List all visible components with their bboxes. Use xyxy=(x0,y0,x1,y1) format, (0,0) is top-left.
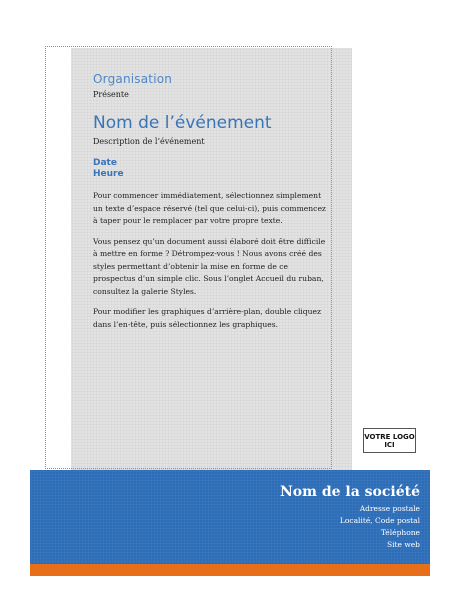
logo-text-line1: VOTRE LOGO xyxy=(364,432,415,441)
presents-text[interactable]: Présente xyxy=(93,90,129,99)
body-paragraph[interactable]: Vous pensez qu’un document aussi élaboré doit être difficile à mettre en forme ? Détrompez-vous ! Nous avons créé des styles permettant d’obtenir la mise en forme de ce prospectus d’un simple clic. Sous l’onglet Accueil du ruban, consultez la galerie Styles. xyxy=(93,236,326,296)
event-description[interactable]: Description de l’événement xyxy=(93,137,205,146)
company-website[interactable]: Site web xyxy=(386,540,420,549)
company-address[interactable]: Adresse postale xyxy=(359,504,420,513)
body-paragraph[interactable]: Pour modifier les graphiques d’arrière-plan, double cliquez dans l’en-tête, puis sélectionnez les graphiques. xyxy=(93,307,322,329)
company-name[interactable]: Nom de la société xyxy=(280,484,420,500)
logo-text-line2: ICI xyxy=(384,440,395,449)
event-time[interactable]: Heure xyxy=(93,169,124,179)
company-info xyxy=(280,484,420,551)
company-phone[interactable]: Téléphone xyxy=(380,528,420,537)
orange-footer-band xyxy=(30,564,430,576)
company-city[interactable]: Localité, Code postal xyxy=(339,516,420,525)
event-title[interactable]: Nom de l’événement xyxy=(93,113,272,133)
body-paragraph[interactable]: Pour commencer immédiatement, sélectionnez simplement un texte d’espace réservé (tel que celui-ci), puis commencez à taper pour le remplacer par votre propre texte. xyxy=(93,191,326,225)
flyer-content xyxy=(93,72,328,331)
logo-placeholder[interactable] xyxy=(363,428,416,453)
event-date[interactable]: Date xyxy=(93,158,117,168)
organisation-name[interactable]: Organisation xyxy=(93,72,173,86)
